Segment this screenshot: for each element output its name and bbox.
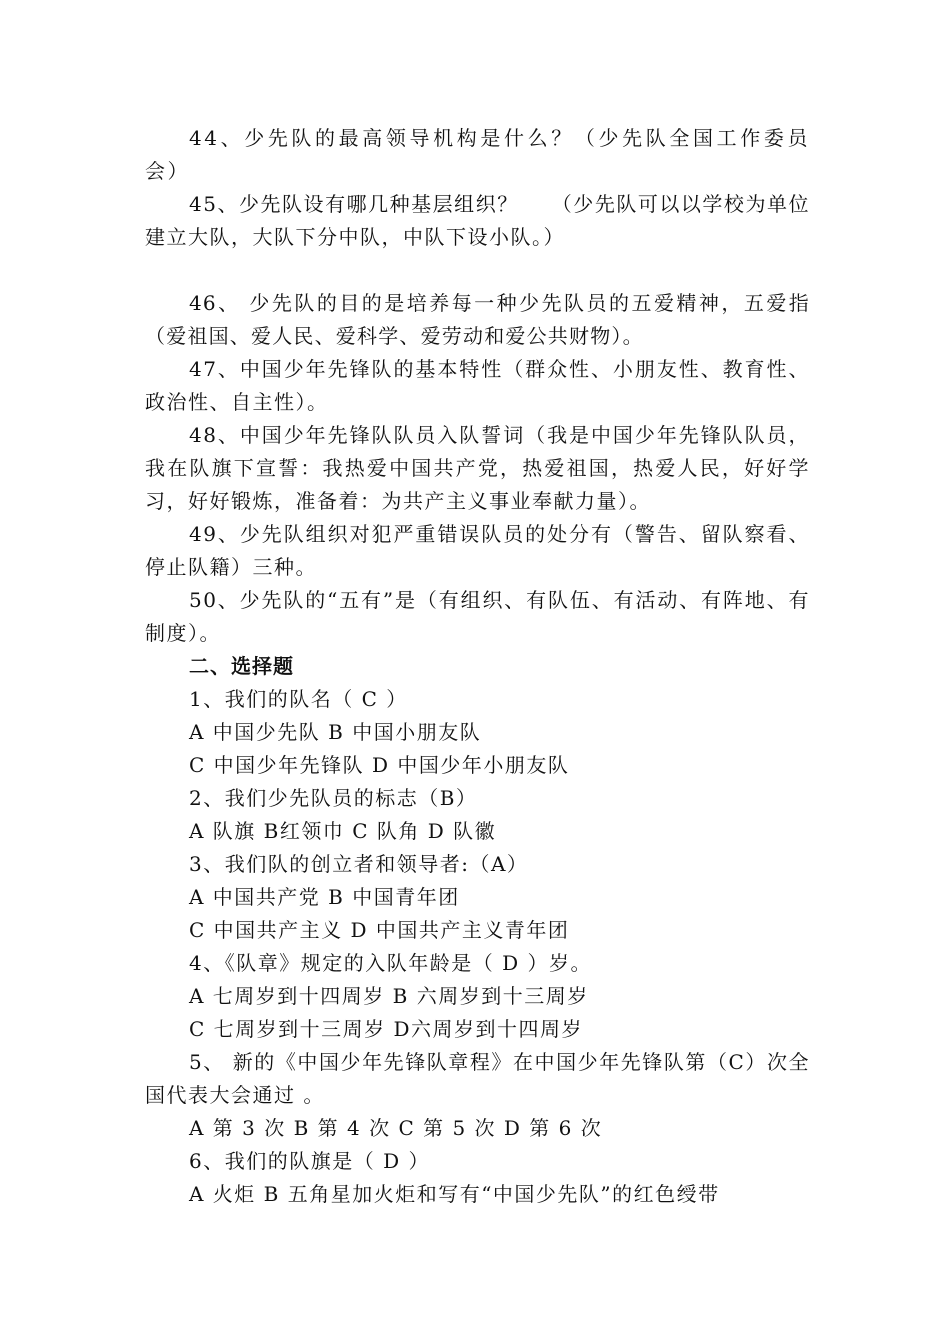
choice-question-5: 5、 新的《中国少年先锋队章程》在中国少年先锋队第（C）次全国代表大会通过 。: [145, 1050, 810, 1107]
fill-blank-item-49: 49、少先队组织对犯严重错误队员的处分有（警告、留队察看、停止队籍）三种。: [145, 522, 810, 579]
choice-question-3: 3、我们队的创立者和领导者:（A）: [189, 852, 529, 876]
choice-option-line: C 中国共产主义 D 中国共产主义青年团: [189, 918, 570, 942]
choice-option-line: A 七周岁到十四周岁 B 六周岁到十三周岁: [189, 984, 589, 1008]
choice-option-line: C 中国少年先锋队 D 中国少年小朋友队: [189, 753, 570, 777]
fill-blank-item-47: 47、中国少年先锋队的基本特性（群众性、小朋友性、教育性、政治性、自主性）。: [145, 357, 810, 414]
section-heading: 二、选择题: [189, 654, 294, 678]
fill-blank-item-48: 48、中国少年先锋队队员入队誓词（我是中国少年先锋队队员，我在队旗下宣誓：我热爱中国共产党，热爱祖国，热爱人民，好好学习，好好锻炼，准备着：为共产主义事业奉献力量）。: [145, 423, 810, 513]
fill-blank-item-45: 45、少先队设有哪几种基层组织？ （少先队可以以学校为单位建立大队，大队下分中队，中队下设小队。）: [145, 192, 810, 249]
choice-option-line: A 火炬 B 五角星加火炬和写有“中国少先队”的红色绶带: [189, 1182, 720, 1206]
blank-spacer: [145, 254, 810, 287]
fill-blank-item-50: 50、少先队的“五有”是（有组织、有队伍、有活动、有阵地、有制度）。: [145, 588, 810, 645]
choice-option-line: A 第 3 次 B 第 4 次 C 第 5 次 D 第 6 次: [189, 1116, 603, 1140]
choice-option-line: A 中国共产党 B 中国青年团: [189, 885, 460, 909]
choice-option-line: A 中国少先队 B 中国小朋友队: [189, 720, 482, 744]
choice-question-4: 4、《队章》规定的入队年龄是（ D ）岁。: [189, 951, 592, 975]
fill-blank-item-44: 44、少先队的最高领导机构是什么？（少先队全国工作委员会）: [145, 126, 810, 183]
choice-option-line: A 队旗 B红领巾 C 队角 D 队徽: [189, 819, 497, 843]
document-body: [145, 122, 810, 1211]
choice-question-6: 6、我们的队旗是（ D ）: [189, 1149, 430, 1173]
choice-question-1: 1、我们的队名（ C ）: [189, 687, 408, 711]
fill-blank-item-46: 46、 少先队的目的是培养每一种少先队员的五爱精神，五爱指（爱祖国、爱人民、爱科学、爱劳动和爱公共财物）。: [145, 291, 810, 348]
choice-question-2: 2、我们少先队员的标志（B）: [189, 786, 478, 810]
choice-option-line: C 七周岁到十三周岁 D六周岁到十四周岁: [189, 1017, 584, 1041]
